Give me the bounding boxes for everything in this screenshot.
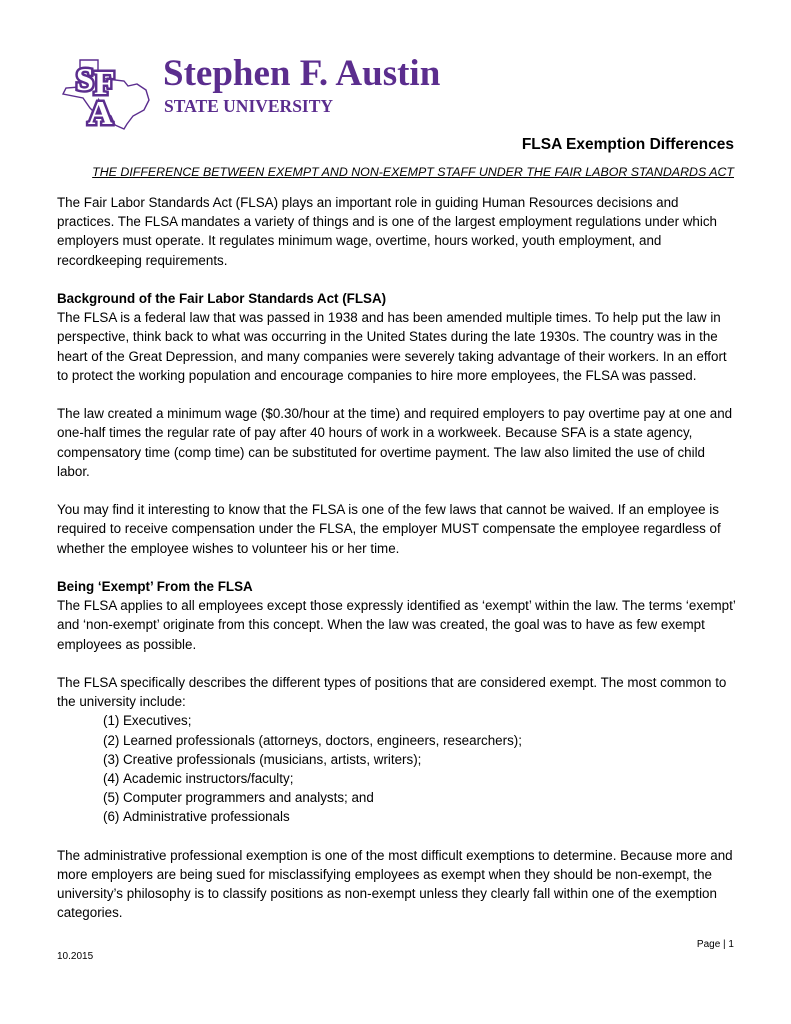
list-item-text: Creative professionals (musicians, artists, writers); bbox=[123, 751, 422, 767]
list-item-text: Executives; bbox=[123, 713, 192, 729]
list-item-text: Learned professionals (attorneys, doctors, engineers, researchers); bbox=[123, 732, 522, 748]
exempt-paragraph-1: The FLSA applies to all employees except those expressly identified as ‘exempt’ within the law. The terms ‘exempt’ and ‘non-exempt’ originate from this concept. When the law was created, the goal was to have as few exempt employees as possible. bbox=[57, 598, 736, 652]
sfa-texas-logo-icon bbox=[58, 54, 158, 130]
university-subtitle: STATE UNIVERSITY bbox=[164, 96, 334, 116]
document-subtitle: THE DIFFERENCE BETWEEN EXEMPT AND NON-EXEMPT STAFF UNDER THE FAIR LABOR STANDARDS ACT bbox=[92, 165, 734, 179]
list-item bbox=[103, 711, 737, 730]
list-item-text: Administrative professionals bbox=[123, 809, 290, 825]
background-heading: Background of the Fair Labor Standards Act (FLSA) bbox=[57, 291, 387, 306]
exempt-heading: Being ‘Exempt’ From the FLSA bbox=[57, 579, 253, 594]
svg-text:S: S bbox=[76, 61, 94, 97]
background-paragraph-2: The law created a minimum wage ($0.30/hour at the time) and required employers to pay overtime pay at one and one-half times the regular rate of pay after 40 hours of work in a workweek. Because SFA is a state agency, compensatory time (comp time) can be substituted for overtime payment. The law also limited the use of child labor. bbox=[57, 406, 733, 479]
exempt-categories-list bbox=[57, 711, 737, 826]
list-item-number: (6) bbox=[103, 809, 120, 825]
footer-date: 10.2015 bbox=[57, 951, 94, 962]
list-item-text: Academic instructors/faculty; bbox=[123, 771, 294, 787]
list-item bbox=[103, 807, 737, 826]
university-name: Stephen F. Austin bbox=[163, 53, 441, 94]
list-item bbox=[103, 769, 737, 788]
page-number: Page | 1 bbox=[696, 939, 734, 950]
background-paragraph-3: You may find it interesting to know that the FLSA is one of the few laws that cannot be waived. If an employee is required to receive compensation under the FLSA, the employer MUST compensate the employee regardless of whether the employee wishes to volunteer his or her time. bbox=[57, 502, 721, 556]
exempt-paragraph-2: The FLSA specifically describes the different types of positions that are considered exempt. The most common to the university include: bbox=[57, 675, 727, 710]
list-item-number: (3) bbox=[103, 751, 120, 767]
list-item-number: (5) bbox=[103, 790, 120, 806]
list-item-number: (2) bbox=[103, 732, 120, 748]
document-body bbox=[57, 193, 737, 923]
svg-text:A: A bbox=[88, 95, 113, 130]
list-item-number: (1) bbox=[103, 713, 120, 729]
list-item-text: Computer programmers and analysts; and bbox=[123, 790, 374, 806]
exempt-paragraph-3: The administrative professional exemption is one of the most difficult exemptions to determine. Because more and more employers are being sued for misclassifying employees as exempt when they should be non-exempt, the university’s philosophy is to classify positions as non-exempt unless they clearly fall within one of the exemption categories. bbox=[57, 847, 733, 921]
document-title: FLSA Exemption Differences bbox=[521, 136, 734, 153]
intro-paragraph: The Fair Labor Standards Act (FLSA) plays an important role in guiding Human Resources decisions and practices. The FLSA mandates a variety of things and is one of the largest employment regulations under which employers must operate. It regulates minimum wage, overtime, hours worked, youth employment, and recordkeeping requirements. bbox=[57, 195, 717, 268]
list-item bbox=[103, 788, 737, 807]
svg-text:F: F bbox=[94, 65, 115, 102]
list-item bbox=[103, 731, 737, 750]
list-item bbox=[103, 750, 737, 769]
background-paragraph-1: The FLSA is a federal law that was passed in 1938 and has been amended multiple times. To help put the law in perspective, think back to what was occurring in the United States during the late 1930s. The country was in the heart of the Great Depression, and many companies were severely taking advantage of their workers. In an effort to protect the working population and encourage companies to hire more employees, the FLSA was passed. bbox=[57, 310, 727, 383]
list-item-number: (4) bbox=[103, 771, 120, 787]
